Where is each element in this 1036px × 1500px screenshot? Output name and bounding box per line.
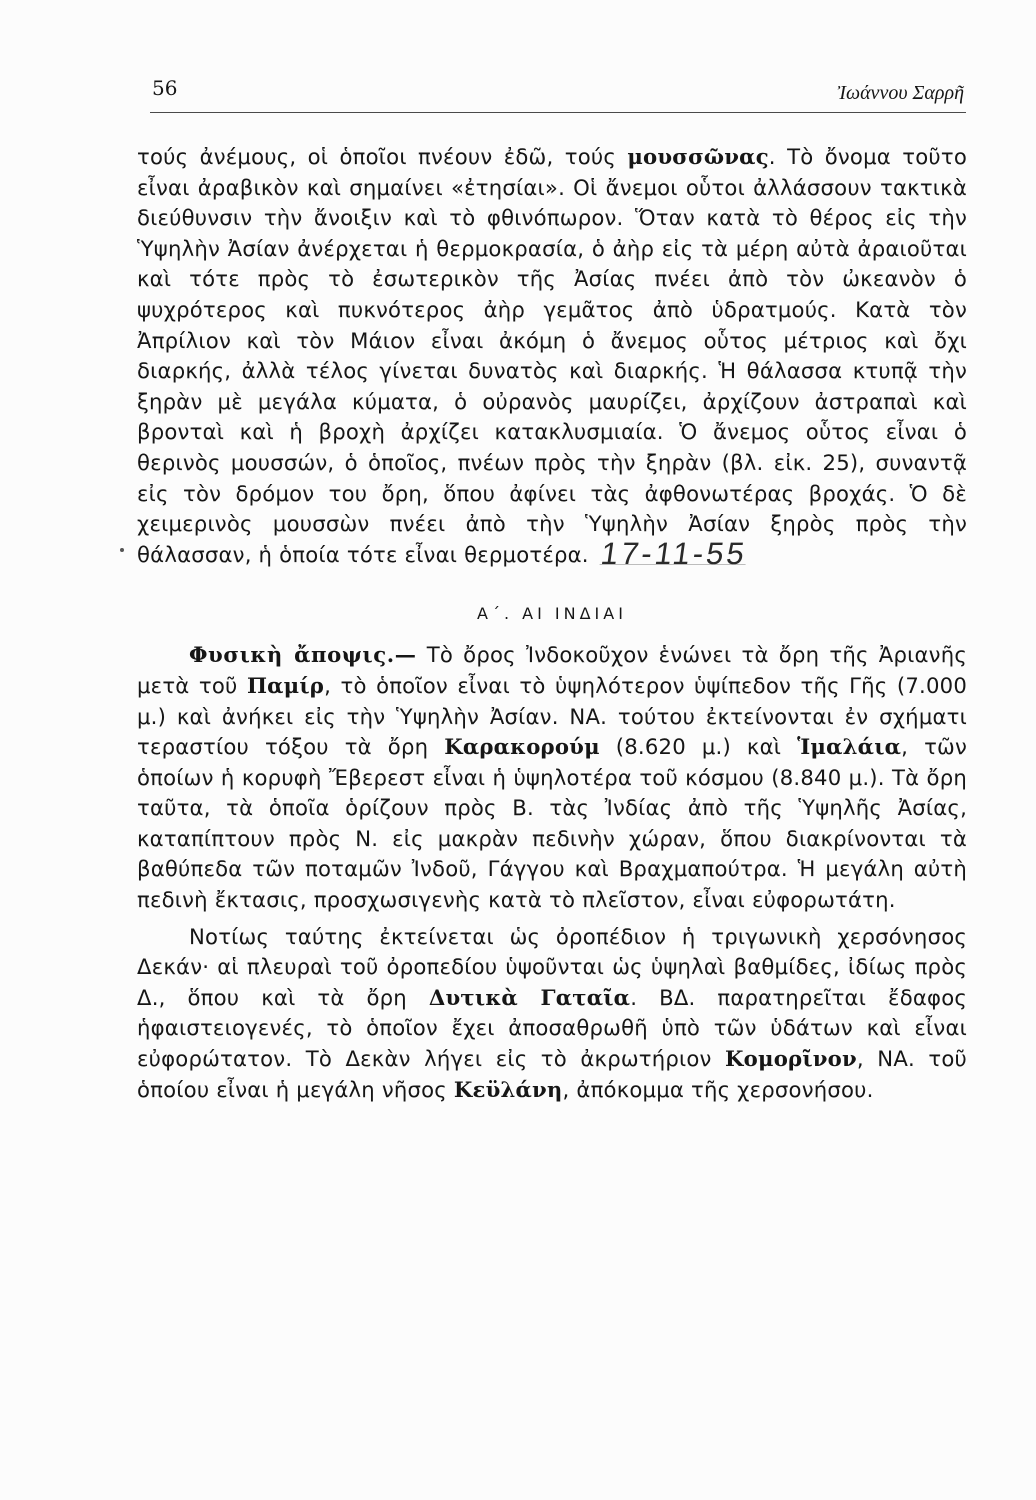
running-head-author: Ἰωάννου Σαρρῆ xyxy=(837,82,964,104)
section-title: Α΄. ΑΙ ΙΝΔΙΑΙ xyxy=(477,604,627,624)
text-run: Τὸ ὄρος Ἰνδοκοῦχον ἑνώνει τὰ ὄρη τῆς Ἀριανῆς μετὰ τοῦ xyxy=(137,642,967,698)
page-number: 56 xyxy=(152,76,178,100)
paragraph-physical-aspect xyxy=(137,640,967,915)
term-western-ghats: Δυτικὰ Γαταῖα xyxy=(428,984,631,1010)
body-text xyxy=(137,142,967,1105)
text-run: , ΝΑ. τοῦ ὁποίου εἶναι ἡ μεγάλη νῆσος xyxy=(137,1046,967,1102)
text-run: . Τὸ ὄνομα τοῦτο εἶναι ἀραβικὸν καὶ σημαίνει «ἐτησίαι». Οἱ ἄνεμοι οὗτοι ἀλλάσσουν τακτικὰ διεύθυνσιν τὴν ἄνοιξιν καὶ τὸ φθινόπωρον. Ὅταν κατὰ τὸ θέρος εἰς τὴν Ὑψηλὴν Ἀσίαν ἀνέρχεται ἡ θερμοκρασία, ὁ ἀὴρ εἰς τὰ μέρη αὐτὰ ἀραιοῦται καὶ τότε πρὸς τὸ ἐσωτερικὸν τῆς Ἀσίας πνέει ἀπὸ τὸν ὠκεανὸν ὁ ψυχρότερος καὶ πυκνότερος ἀὴρ γεμᾶτος ἀπὸ ὑδρατμούς. Κατὰ τὸν Ἀπρίλιον καὶ τὸν Μάιον εἶναι ἀκόμη ὁ ἄνεμος οὗτος μέτριος καὶ ὄχι διαρκής, ἀλλὰ τέλος γίνεται δυνατὸς καὶ διαρκής. Ἡ θάλασσα κτυπᾷ τὴν ξηρὰν μὲ μεγάλα κύματα, ὁ οὐρανὸς μαυρίζει, ἀρχίζουν ἀστραπαὶ καὶ βρονταὶ καὶ ἡ βροχὴ ἀρχίζει κατακλυσμιαία. Ὁ ἄνεμος οὗτος εἶναι ὁ θερινὸς μουσσών, ὁ ὁποῖος, πνέων πρὸς τὴν ξηρὰν (βλ. εἰκ. 25), συναντᾷ εἰς τὸν δρόμον του ὄρη, ὅπου ἀφίνει τὰς ἀφθονωτέρας βροχάς. Ὁ δὲ χειμερινὸς μουσσὼν πνέει ἀπὸ τὴν Ὑψηλὴν Ἀσίαν ξηρὸς πρὸς τὴν θάλασσαν, ἡ ὁποία τότε εἶναι θερμοτέρα. xyxy=(137,144,967,567)
term-pamir: Παμίρ xyxy=(246,672,325,698)
text-run: , ἀπόκομμα τῆς χερσονήσου. xyxy=(562,1076,874,1102)
handwritten-date-annotation: 17-11-55 xyxy=(598,535,750,571)
pencil-dot-mark xyxy=(120,548,124,552)
term-karakoram: Καρακορούμ xyxy=(444,734,600,760)
term-ceylon: Κεϋλάνη xyxy=(453,1076,563,1102)
text-run: , τὸ ὁποῖον εἶναι τὸ ὑψηλότερον ὑψίπεδον τῆς Γῆς (7.000 μ.) καὶ ἀνήκει εἰς τὴν Ὑψηλὴν Ἀσίαν. ΝΑ. τούτου ἐκτείνονται ἐν σχήματι τεραστίου τόξου τὰ ὄρη xyxy=(137,672,967,760)
text-run: , τῶν ὁποίων ἡ κορυφὴ Ἔβερεστ εἶναι ἡ ὑψηλοτέρα τοῦ κόσμου (8.840 μ.). Τὰ ὄρη ταῦτα, τὰ ὁποῖα ὁρίζουν πρὸς Β. τὰς Ἰνδίας ἀπὸ τῆς Ὑψηλῆς Ἀσίας, καταπίπτουν πρὸς Ν. εἰς μακρὰν πεδινὴν χώραν, ὅπου διακρίνονται τὰ βαθύπεδα τῶν ποταμῶν Ἰνδοῦ, Γάγγου καὶ Βραχμαπούτρα. Ἡ μεγάλη αὐτὴ πεδινὴ ἔκτασις, προσχωσιγενὴς κατὰ τὸ πλεῖστον, εἶναι εὐφορωτάτη. xyxy=(137,734,968,913)
paragraph-monsoons xyxy=(137,142,967,570)
text-run: (8.620 μ.) καὶ xyxy=(599,734,798,760)
run-in-heading: Φυσικὴ ἄποψις.— xyxy=(189,642,417,668)
text-run: Νοτίως ταύτης ἐκτείνεται ὡς ὀροπέδιον ἡ τριγωνικὴ χερσόνησος Δεκάν· αἱ πλευραὶ τοῦ ὀροπεδίου ὑψοῦνται ὡς ὑψηλαὶ βαθμίδες, ἰδίως πρὸς Δ., ὅπου καὶ τὰ ὄρη xyxy=(137,923,967,1010)
term-comorin: Κομορῖνον xyxy=(725,1046,857,1072)
text-run: τούς ἀνέμους, οἱ ὁποῖοι πνέουν ἐδῶ, τούς xyxy=(137,144,628,169)
page-header xyxy=(150,72,966,113)
term-himalaya: Ἱμαλάια xyxy=(797,734,902,760)
text-run: . ΒΔ. παρατηρεῖται ἔδαφος ἡφαιστειογενές, τὸ ὁποῖον ἔχει ἀποσαθρωθῆ ὑπὸ τῶν ὑδάτων καὶ εἶναι εὐφορώτατον. Τὸ Δεκὰν λήγει εἰς τὸ ἀκρωτήριον xyxy=(137,984,968,1072)
term-monsoons: μουσσῶνας xyxy=(627,144,769,169)
paragraph-deccan xyxy=(137,922,967,1106)
